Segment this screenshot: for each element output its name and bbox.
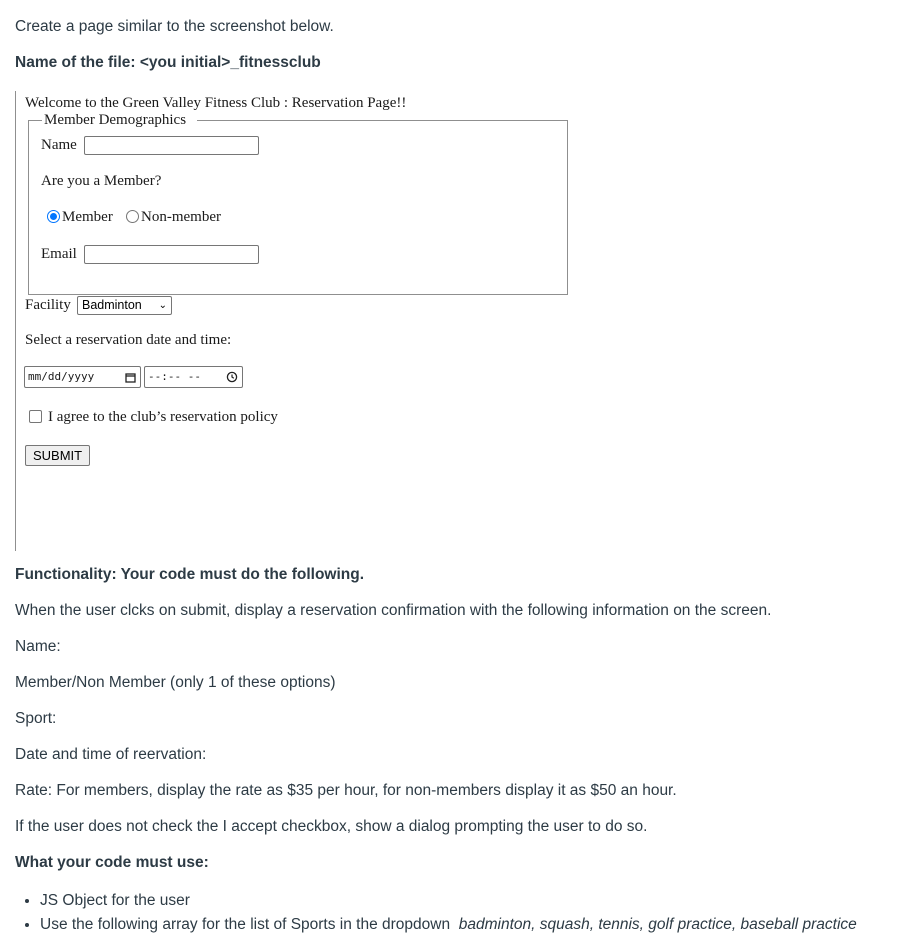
member-radio-label: Member — [62, 209, 113, 225]
member-question: Are you a Member? — [41, 173, 162, 189]
submit-button[interactable]: SUBMIT — [25, 445, 90, 466]
calendar-icon[interactable] — [125, 367, 136, 389]
filename-heading: Name of the file: <you initial>_fitnessclub — [15, 54, 321, 71]
member-demographics-fieldset — [28, 112, 568, 295]
must-use-heading: What your code must use: — [15, 854, 209, 871]
clock-icon[interactable] — [226, 367, 238, 389]
nonmember-radio[interactable] — [126, 210, 139, 223]
facility-selected-value: Badminton — [82, 298, 142, 312]
instruction-line: Member/Non Member (only 1 of these options) — [15, 674, 336, 691]
list-item: • JS Object for the user — [40, 889, 857, 913]
instruction-line: Name: — [15, 638, 61, 655]
welcome-text: Welcome to the Green Valley Fitness Club : Reservation Page!! — [25, 95, 407, 111]
name-label: Name — [41, 137, 77, 153]
date-input[interactable]: mm/dd/yyyy — [24, 366, 141, 388]
functionality-heading: Functionality: Your code must do the following. — [15, 566, 365, 583]
agree-label: I agree to the club’s reservation policy — [48, 409, 278, 425]
time-input[interactable]: --:-- -- — [144, 366, 243, 388]
instruction-line: When the user clcks on submit, display a reservation confirmation with the following information on the screen. — [15, 602, 772, 619]
email-label: Email — [41, 246, 77, 262]
example-screenshot — [15, 91, 572, 551]
list-item: • Use the following array for the list of Sports in the dropdown badminton, squash, tennis, golf practice, baseball practice — [40, 913, 857, 937]
email-input[interactable] — [84, 245, 259, 264]
date-prompt: Select a reservation date and time: — [25, 332, 232, 348]
requirements-list — [15, 889, 857, 937]
instruction-line: If the user does not check the I accept checkbox, show a dialog prompting the user to do so. — [15, 818, 648, 835]
fieldset-legend: Member Demographics — [44, 112, 187, 128]
facility-select[interactable] — [77, 296, 172, 315]
member-radio[interactable] — [47, 210, 60, 223]
agree-checkbox[interactable] — [29, 410, 42, 423]
chevron-down-icon: ⌄ — [158, 300, 167, 311]
intro-text: Create a page similar to the screenshot below. — [15, 18, 334, 35]
name-input[interactable] — [84, 136, 259, 155]
nonmember-radio-label: Non-member — [141, 209, 221, 225]
instruction-line: Date and time of reervation: — [15, 746, 207, 763]
facility-label: Facility — [25, 297, 71, 313]
sports-array-text: badminton, squash, tennis, golf practice, baseball practice — [458, 916, 857, 933]
instruction-line: Rate: For members, display the rate as $35 per hour, for non-members display it as $50 an hour. — [15, 782, 677, 799]
instruction-line: Sport: — [15, 710, 57, 727]
